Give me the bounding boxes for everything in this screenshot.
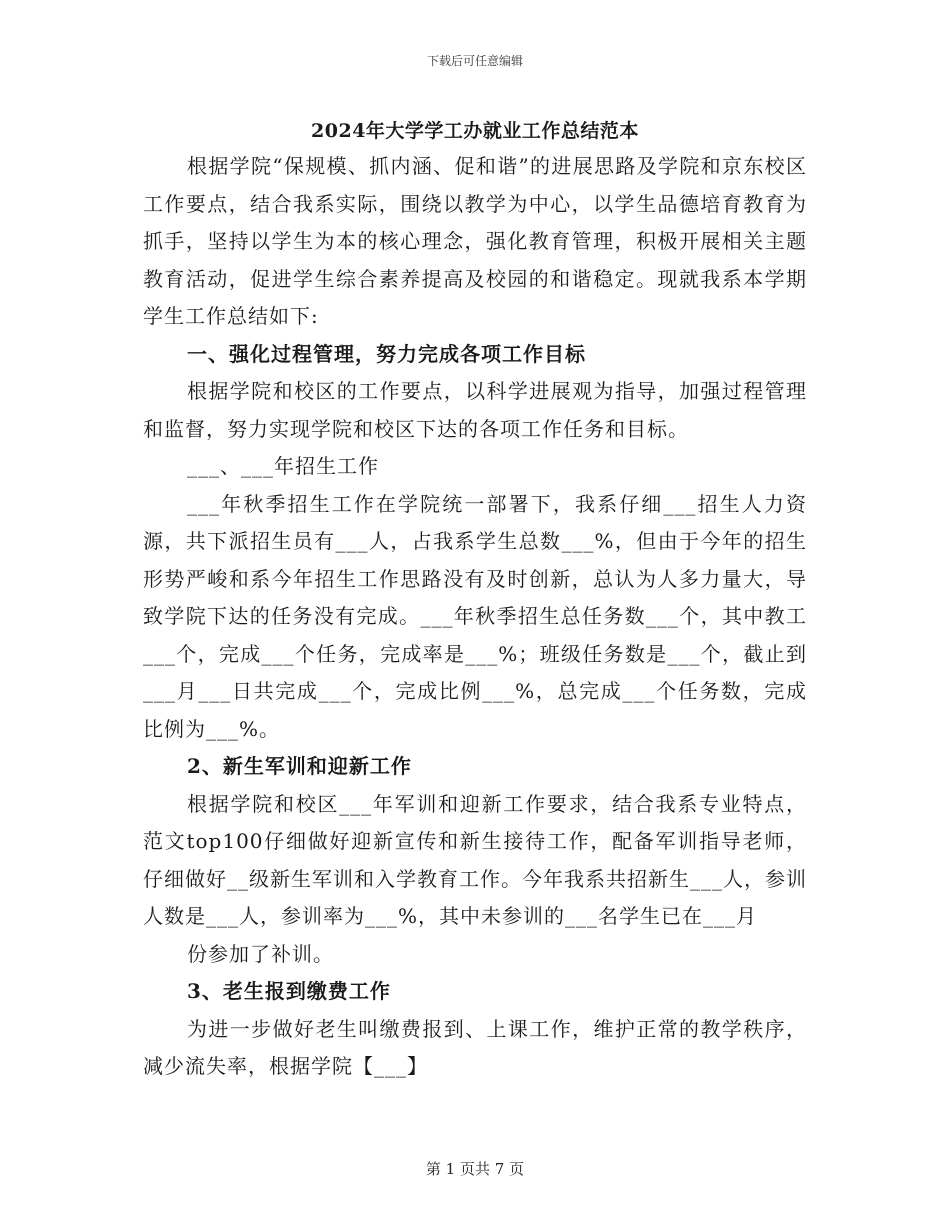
registration-paragraph: 为进一步做好老生叫缴费报到、上课工作，维护正常的教学秩序，减少流失率，根据学院【___】: [143, 1016, 807, 1078]
military-training-continuation: 份参加了补训。: [187, 941, 334, 966]
enrollment-paragraph: ___年秋季招生工作在学院统一部署下，我系仔细___招生人力资源，共下派招生员有___人，占我系学生总数___%，但由于今年的招生形势严峻和系今年招生工作思路没有及时创新，总认为人多力量大，导致学院下达的任务没有完成。___年秋季招生总任务数___个，其中教工___个，完成___个任务，完成率是___%；班级任务数是___个，截止到___月___日共完成___个，完成比例___%，总完成___个任务数，完成比例为___%。: [143, 491, 807, 741]
subsection-heading-enrollment: ___、___年招生工作: [187, 454, 379, 478]
subsection-heading-military-training: 2、新生军训和迎新工作: [187, 754, 412, 778]
military-training-paragraph: 根据学院和校区___年军训和迎新工作要求，结合我系专业特点，范文top100仔细做好迎新宣传和新生接待工作，配备军训指导老师，仔细做好__级新生军训和入学教育工作。今年我系共招新生___人，参训人数是___人，参训率为___%，其中未参训的___名学生已在___月: [143, 791, 807, 928]
header-note: 下载后可任意编辑: [426, 54, 523, 68]
subsection-heading-registration: 3、老生报到缴费工作: [187, 979, 391, 1003]
document-body: [143, 148, 807, 1086]
intro-paragraph: 根据学院“保规模、抓内涵、促和谐”的进展思路及学院和京东校区工作要点，结合我系实际，围绕以教学为中心，以学生品德培育教育为抓手，坚持以学生为本的核心理念，强化教育管理，积极开展相关主题教育活动，促进学生综合素养提高及校园的和谐稳定。现就我系本学期学生工作总结如下:: [143, 154, 807, 328]
page-title: 2024年大学学工办就业工作总结范本: [311, 120, 639, 142]
page-footer: 第 1 页共 7 页: [425, 1160, 525, 1178]
section-heading-1: 一、强化过程管理，努力完成各项工作目标: [187, 341, 586, 366]
section-1-paragraph: 根据学院和校区的工作要点，以科学进展观为指导，加强过程管理和监督，努力实现学院和校区下达的各项工作任务和目标。: [143, 379, 807, 441]
